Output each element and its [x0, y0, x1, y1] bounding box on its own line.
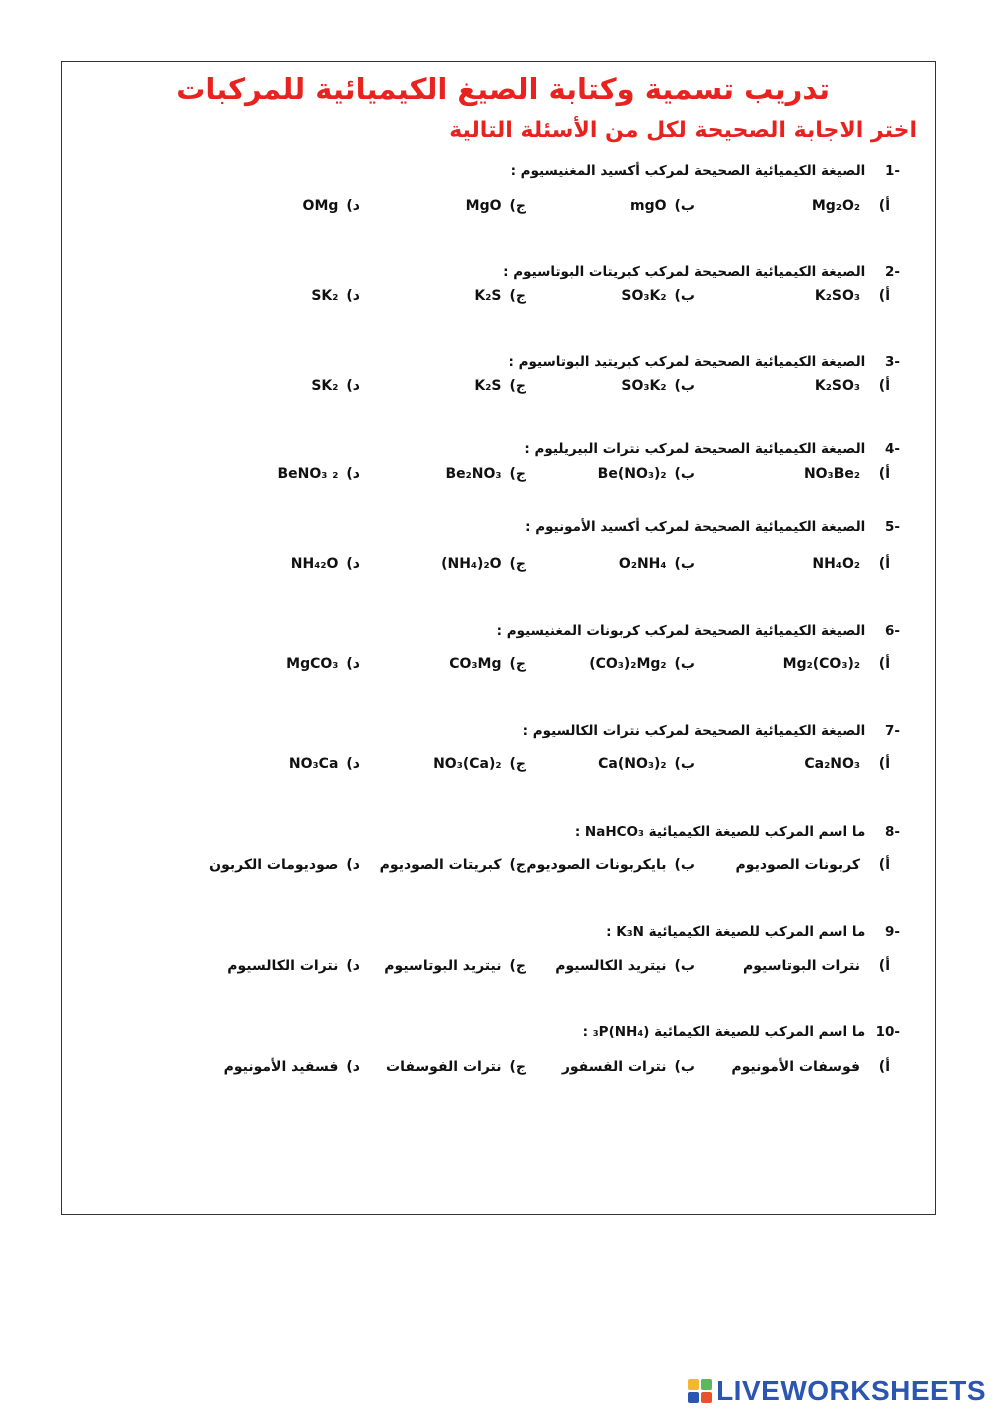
- q9-option-a[interactable]: [743, 958, 890, 974]
- q10-option-d[interactable]: [224, 1059, 360, 1075]
- option-label: د): [346, 556, 360, 572]
- q3-option-d[interactable]: [311, 378, 360, 394]
- q2-option-c[interactable]: [474, 288, 526, 304]
- question-10: [583, 1024, 900, 1040]
- option-label: أ): [878, 857, 890, 873]
- q8-option-d[interactable]: [209, 857, 360, 873]
- question-4: [524, 441, 900, 457]
- question-number: -3: [884, 354, 900, 370]
- question-text: الصيغة الكيميائية الصحيحة لمركب كبريتيد البوتاسيوم :: [508, 354, 866, 370]
- option-value: mgO: [630, 198, 667, 214]
- option-value: NH₄O₂: [812, 556, 860, 572]
- option-value: كربونات الصوديوم: [735, 857, 860, 873]
- option-value: NO₃Be₂: [803, 466, 860, 482]
- q6-option-b[interactable]: [589, 656, 695, 672]
- option-label: أ): [878, 378, 890, 394]
- worksheet-subtitle: اختر الاجابة الصحيحة لكل من الأسئلة التالية: [449, 118, 917, 143]
- question-number: -6: [884, 623, 900, 639]
- q7-option-c[interactable]: [433, 756, 526, 772]
- option-value: بايكربونات الصوديوم: [526, 857, 667, 873]
- q10-option-b[interactable]: [562, 1059, 695, 1075]
- option-value: OMg: [302, 198, 339, 214]
- option-value: نترات الفسفور: [561, 1059, 667, 1075]
- question-2: [503, 264, 900, 280]
- option-label: د): [346, 857, 360, 873]
- option-label: ب): [674, 288, 695, 304]
- q5-option-b[interactable]: [619, 556, 695, 572]
- q10-option-c[interactable]: [386, 1059, 526, 1075]
- q5-option-d[interactable]: [291, 556, 360, 572]
- option-label: أ): [878, 288, 890, 304]
- option-label: ج): [509, 198, 526, 214]
- q8-option-c[interactable]: [380, 857, 526, 873]
- option-value: نيتريد البوتاسيوم: [384, 958, 502, 974]
- q5-option-c[interactable]: [441, 556, 526, 572]
- q3-option-b[interactable]: [621, 378, 695, 394]
- option-label: ب): [674, 556, 695, 572]
- q3-option-c[interactable]: [474, 378, 526, 394]
- q6-option-a[interactable]: [783, 656, 890, 672]
- option-value: Be(NO₃)₂: [597, 466, 667, 482]
- question-text: ما اسم المركب للصيغة الكيميائية K₃N :: [606, 924, 866, 940]
- question-text: الصيغة الكيميائية الصحيحة لمركب كبريتات البوتاسيوم :: [503, 264, 866, 280]
- option-label: ب): [674, 756, 695, 772]
- option-label: ج): [509, 958, 526, 974]
- option-label: ج): [509, 857, 526, 873]
- q1-option-a[interactable]: [812, 198, 890, 214]
- option-value: (CO₃)₂Mg₂: [589, 656, 667, 672]
- option-label: ب): [674, 378, 695, 394]
- option-value: نيتريد الكالسيوم: [555, 958, 667, 974]
- option-value: K₂S: [474, 288, 502, 304]
- question-number: -4: [884, 441, 900, 457]
- liveworksheets-logo-icon: [688, 1379, 712, 1403]
- option-value: K₂SO₃: [814, 378, 860, 394]
- question-9: [606, 924, 900, 940]
- option-value: NO₃Ca: [288, 756, 339, 772]
- option-value: Mg₂O₂: [811, 198, 860, 214]
- q7-option-d[interactable]: [289, 756, 360, 772]
- question-7: [523, 723, 900, 739]
- option-value: SK₂: [311, 288, 339, 304]
- q8-option-a[interactable]: [736, 857, 890, 873]
- option-value: O₂NH₄: [618, 556, 667, 572]
- option-value: Mg₂(CO₃)₂: [782, 656, 860, 672]
- option-value: K₂S: [474, 378, 502, 394]
- option-label: د): [346, 656, 360, 672]
- q8-option-b[interactable]: [526, 857, 695, 873]
- question-text: ما اسم المركب للصيغة الكيمائية (NH₄)₃P :: [582, 1024, 866, 1040]
- option-value: نترات البوتاسيوم: [742, 958, 860, 974]
- option-value: فسفيد الأمونيوم: [223, 1059, 339, 1075]
- q6-option-c[interactable]: [449, 656, 526, 672]
- q2-option-b[interactable]: [621, 288, 695, 304]
- option-value: SK₂: [311, 378, 339, 394]
- q9-option-d[interactable]: [227, 958, 360, 974]
- question-5: [525, 519, 900, 535]
- option-label: ج): [509, 466, 526, 482]
- q4-option-a[interactable]: [804, 466, 890, 482]
- q4-option-b[interactable]: [598, 466, 695, 482]
- question-3: [509, 354, 901, 370]
- q5-option-a[interactable]: [812, 556, 890, 572]
- q1-option-c[interactable]: [466, 198, 526, 214]
- liveworksheets-logo[interactable]: [688, 1375, 986, 1407]
- option-value: صوديومات الكربون: [209, 857, 339, 873]
- option-label: ب): [674, 466, 695, 482]
- option-label: ج): [509, 756, 526, 772]
- question-number: -9: [884, 924, 900, 940]
- option-value: MgCO₃: [286, 656, 339, 672]
- option-label: ج): [509, 288, 526, 304]
- q2-option-a[interactable]: [815, 288, 890, 304]
- option-label: ب): [674, 198, 695, 214]
- q9-option-c[interactable]: [384, 958, 526, 974]
- option-value: Ca₂NO₃: [804, 756, 860, 772]
- question-text: الصيغة الكيميائية الصحيحة لمركب نترات الكالسيوم :: [522, 723, 866, 739]
- option-value: كبريتات الصوديوم: [379, 857, 502, 873]
- option-label: د): [346, 958, 360, 974]
- option-value: NO₃(Ca)₂: [433, 756, 502, 772]
- q1-option-b[interactable]: [630, 198, 695, 214]
- option-label: ب): [674, 656, 695, 672]
- question-1: [511, 163, 900, 179]
- option-label: أ): [878, 556, 890, 572]
- q3-option-a[interactable]: [815, 378, 890, 394]
- worksheet-title: تدريب تسمية وكتابة الصيغ الكيميائية للمركبات: [176, 72, 830, 106]
- option-label: د): [346, 288, 360, 304]
- question-text: الصيغة الكيميائية الصحيحة لمركب نترات البيريليوم :: [524, 441, 866, 457]
- option-value: Ca(NO₃)₂: [598, 756, 667, 772]
- logo-text: LIVEWORKSHEETS: [716, 1375, 986, 1406]
- option-label: أ): [878, 656, 890, 672]
- question-8: [575, 824, 900, 840]
- option-value: (NH₄)₂O: [441, 556, 502, 572]
- question-6: [497, 623, 900, 639]
- option-label: ب): [674, 857, 695, 873]
- option-value: Be₂NO₃: [445, 466, 502, 482]
- q4-option-c[interactable]: [445, 466, 526, 482]
- option-label: أ): [878, 756, 890, 772]
- option-value: نترات الفوسفات: [386, 1059, 502, 1075]
- q2-option-d[interactable]: [311, 288, 360, 304]
- option-value: فوسفات الأمونيوم: [731, 1059, 860, 1075]
- option-label: د): [346, 1059, 360, 1075]
- question-text: الصيغة الكيميائية الصحيحة لمركب أكسيد الأمونيوم :: [525, 519, 866, 535]
- q7-option-a[interactable]: [804, 756, 890, 772]
- option-label: ب): [674, 958, 695, 974]
- option-label: د): [346, 198, 360, 214]
- q6-option-d[interactable]: [286, 656, 360, 672]
- option-label: أ): [878, 198, 890, 214]
- option-label: د): [346, 378, 360, 394]
- q10-option-a[interactable]: [731, 1059, 890, 1075]
- option-label: ج): [509, 556, 526, 572]
- option-value: SO₃K₂: [621, 288, 667, 304]
- option-value: MgO: [465, 198, 502, 214]
- option-label: د): [346, 466, 360, 482]
- question-text: ما اسم المركب للصيغة الكيميائية NaHCO₃ :: [574, 824, 866, 840]
- option-label: ج): [509, 656, 526, 672]
- q9-option-b[interactable]: [555, 958, 695, 974]
- option-value: K₂SO₃: [814, 288, 860, 304]
- q1-option-d[interactable]: [303, 198, 360, 214]
- question-number: -7: [884, 723, 900, 739]
- question-number: -1: [884, 163, 900, 179]
- question-number: -2: [884, 264, 900, 280]
- question-text: الصيغة الكيميائية الصحيحة لمركب أكسيد المغنيسيوم :: [510, 163, 866, 179]
- question-text: الصيغة الكيميائية الصحيحة لمركب كربونات المغنيسيوم :: [496, 623, 866, 639]
- option-value: NH₄₂O: [290, 556, 339, 572]
- q4-option-d[interactable]: [277, 466, 360, 482]
- question-number: -8: [884, 824, 900, 840]
- option-value: SO₃K₂: [621, 378, 667, 394]
- q7-option-b[interactable]: [598, 756, 695, 772]
- option-label: ج): [509, 1059, 526, 1075]
- option-value: CO₃Mg: [449, 656, 502, 672]
- question-number: -5: [884, 519, 900, 535]
- option-label: د): [346, 756, 360, 772]
- option-label: أ): [878, 1059, 890, 1075]
- option-label: أ): [878, 958, 890, 974]
- option-label: ب): [674, 1059, 695, 1075]
- option-value: نترات الكالسيوم: [227, 958, 339, 974]
- option-label: ج): [509, 378, 526, 394]
- question-number: -10: [875, 1024, 900, 1040]
- option-value: BeNO₃ ₂: [277, 466, 339, 482]
- option-label: أ): [878, 466, 890, 482]
